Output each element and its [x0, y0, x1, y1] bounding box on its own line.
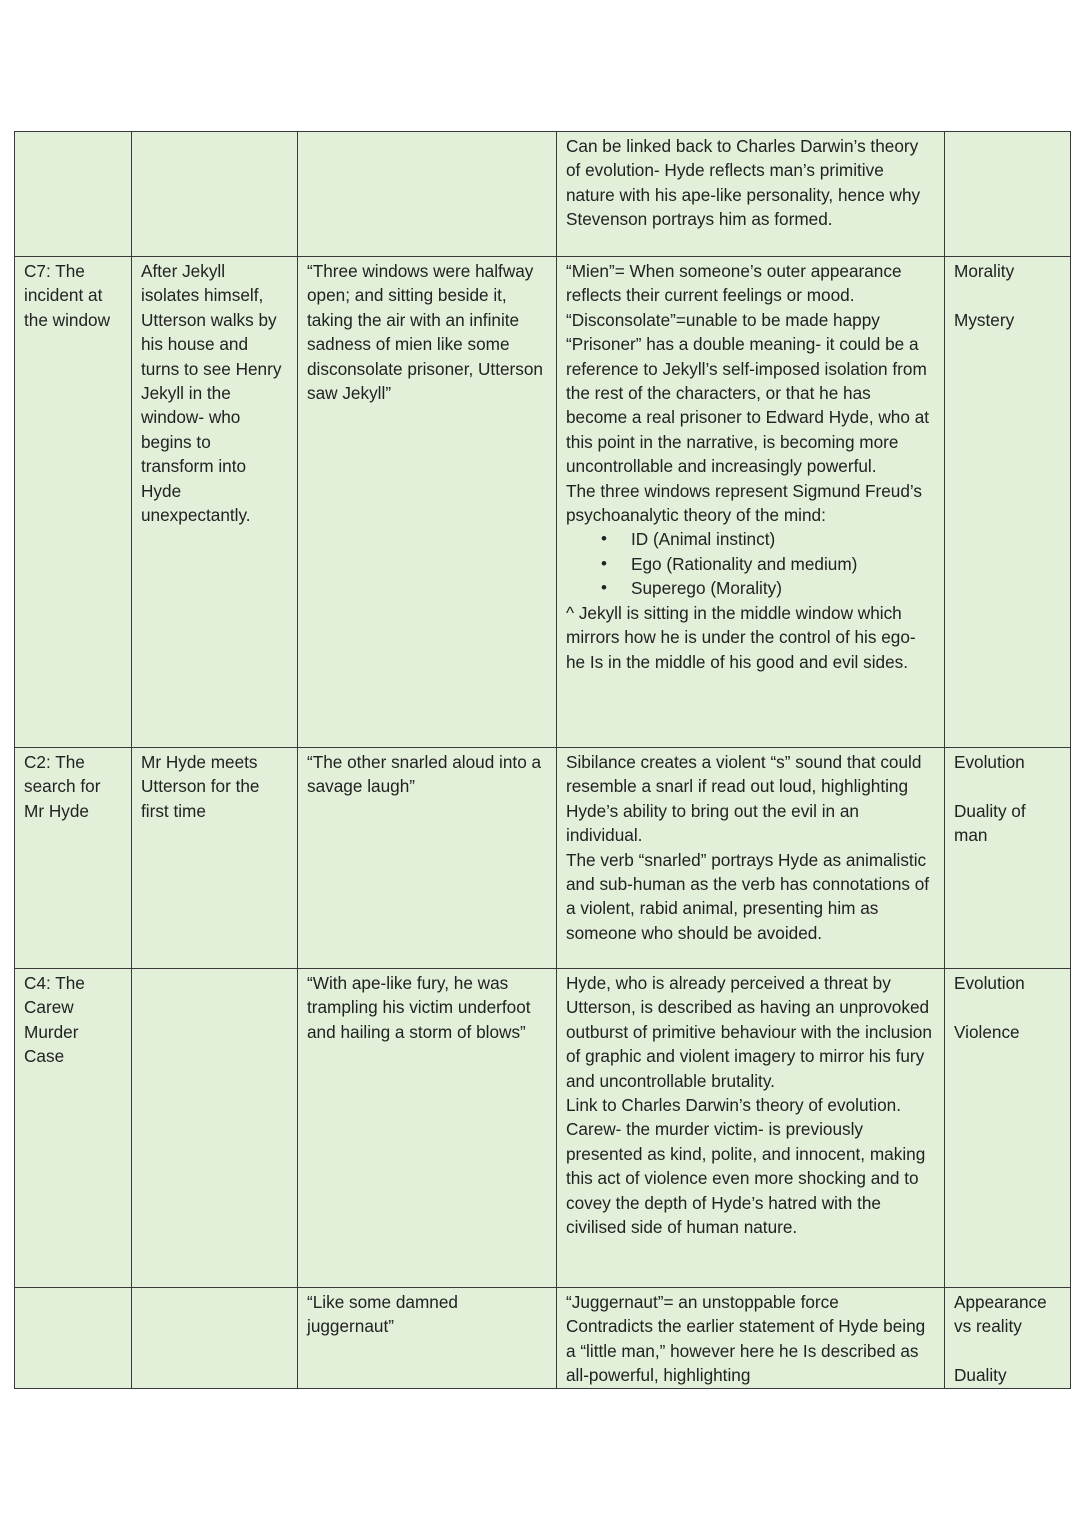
analysis-paragraph: ^ Jekyll is sitting in the middle window which mirrors how he is under the control of his ego- he Is in the middle of his good and evil sides. — [566, 602, 916, 672]
quote-cell: “Like some damned juggernaut” — [298, 1288, 557, 1389]
theme-label: Appearance vs reality — [954, 1292, 1047, 1337]
themes-cell — [945, 748, 1071, 969]
notes-table-container — [14, 131, 1070, 1389]
analysis-paragraph: The verb “snarled” portrays Hyde as animalistic and sub-human as the verb has connotations of a violent, rabid animal, presenting him as someone who should be avoided. — [566, 849, 930, 943]
summary-cell: Mr Hyde meets Utterson for the first time — [132, 748, 298, 969]
analysis-paragraph: “Mien”= When someone’s outer appearance reflects their current feelings or mood. — [566, 261, 902, 306]
theme-label: Violence — [954, 1021, 1020, 1042]
table-row — [15, 257, 1071, 748]
table-row — [15, 969, 1071, 1288]
chapter-cell: C2: The search for Mr Hyde — [15, 748, 132, 969]
analysis-paragraph: Can be linked back to Charles Darwin’s theory of evolution- Hyde reflects man’s primitive nature with his ape-like personality, hence why Stevenson portrays him as formed. — [566, 136, 921, 230]
analysis-paragraph: “Prisoner” has a double meaning- it could be a reference to Jekyll’s self-imposed isolation from the rest of the characters, or that he has become a real prisoner to Edward Hyde, who at this point in the narrative, is becoming more uncontrollable and increasingly powerful. — [566, 334, 930, 477]
analysis-paragraph: “Juggernaut”= an unstoppable force — [566, 1292, 839, 1312]
themes-cell — [945, 257, 1071, 748]
analysis-cell — [557, 257, 945, 748]
theme-label: Evolution — [954, 973, 1025, 993]
summary-cell — [132, 969, 298, 1288]
bullet-item: • Ego (Rationality and medium) — [631, 552, 935, 576]
summary-cell: After Jekyll isolates himself, Utterson walks by his house and turns to see Henry Jekyll in the window- who begins to transform into Hyde unexpectantly. — [132, 257, 298, 748]
analysis-table — [14, 131, 1071, 1389]
theme-label: Morality — [954, 261, 1015, 281]
analysis-cell — [557, 969, 945, 1288]
analysis-cell — [557, 132, 945, 257]
analysis-paragraph: Contradicts the earlier statement of Hyde being a “little man,” however here he Is described as all-powerful, highlighting — [566, 1316, 926, 1386]
quote-cell — [298, 132, 557, 257]
theme-label: Duality of man — [954, 800, 1026, 846]
bullet-item: • Superego (Morality) — [631, 576, 935, 600]
chapter-cell: C7: The incident at the window — [15, 257, 132, 748]
analysis-paragraph: Hyde, who is already perceived a threat by Utterson, is described as having an unprovoked outburst of primitive behaviour with the inclusion of graphic and violent imagery to mirror his fury and uncontrollable brutality. — [566, 973, 932, 1091]
table-row — [15, 748, 1071, 969]
theme-label: Evolution — [954, 752, 1025, 772]
chapter-cell — [15, 1288, 132, 1389]
chapter-cell — [15, 132, 132, 257]
analysis-paragraph: Link to Charles Darwin’s theory of evolution. — [566, 1095, 902, 1116]
table-row — [15, 1288, 1071, 1389]
quote-cell: “Three windows were halfway open; and sitting beside it, taking the air with an infinite sadness of mien like some disconsolate prisoner, Utterson saw Jekyll” — [298, 257, 557, 748]
analysis-paragraph: The three windows represent Sigmund Freud’s psychoanalytic theory of the mind: — [566, 480, 923, 526]
analysis-paragraph: “Disconsolate”=unable to be made happy — [566, 309, 880, 330]
summary-cell — [132, 1288, 298, 1389]
bullet-item: • ID (Animal instinct) — [631, 527, 935, 551]
table-row — [15, 132, 1071, 257]
themes-cell — [945, 969, 1071, 1288]
quote-cell: “With ape-like fury, he was trampling his victim underfoot and hailing a storm of blows” — [298, 969, 557, 1288]
analysis-paragraph: Sibilance creates a violent “s” sound that could resemble a snarl if read out loud, highlighting Hyde’s ability to bring out the evil in an individual. — [566, 752, 922, 846]
chapter-cell: C4: The Carew Murder Case — [15, 969, 132, 1288]
analysis-cell — [557, 1288, 945, 1389]
summary-cell — [132, 132, 298, 257]
themes-cell — [945, 1288, 1071, 1389]
analysis-paragraph: Carew- the murder victim- is previously presented as kind, polite, and innocent, making this act of violence even more shocking and to covey the depth of Hyde’s hatred with the civilised side of human nature. — [566, 1119, 926, 1238]
quote-cell: “The other snarled aloud into a savage laugh” — [298, 748, 557, 969]
freud-bullet-list — [566, 527, 935, 600]
analysis-cell — [557, 748, 945, 969]
theme-label: Duality — [954, 1365, 1007, 1386]
themes-cell — [945, 132, 1071, 257]
theme-label: Mystery — [954, 309, 1015, 330]
